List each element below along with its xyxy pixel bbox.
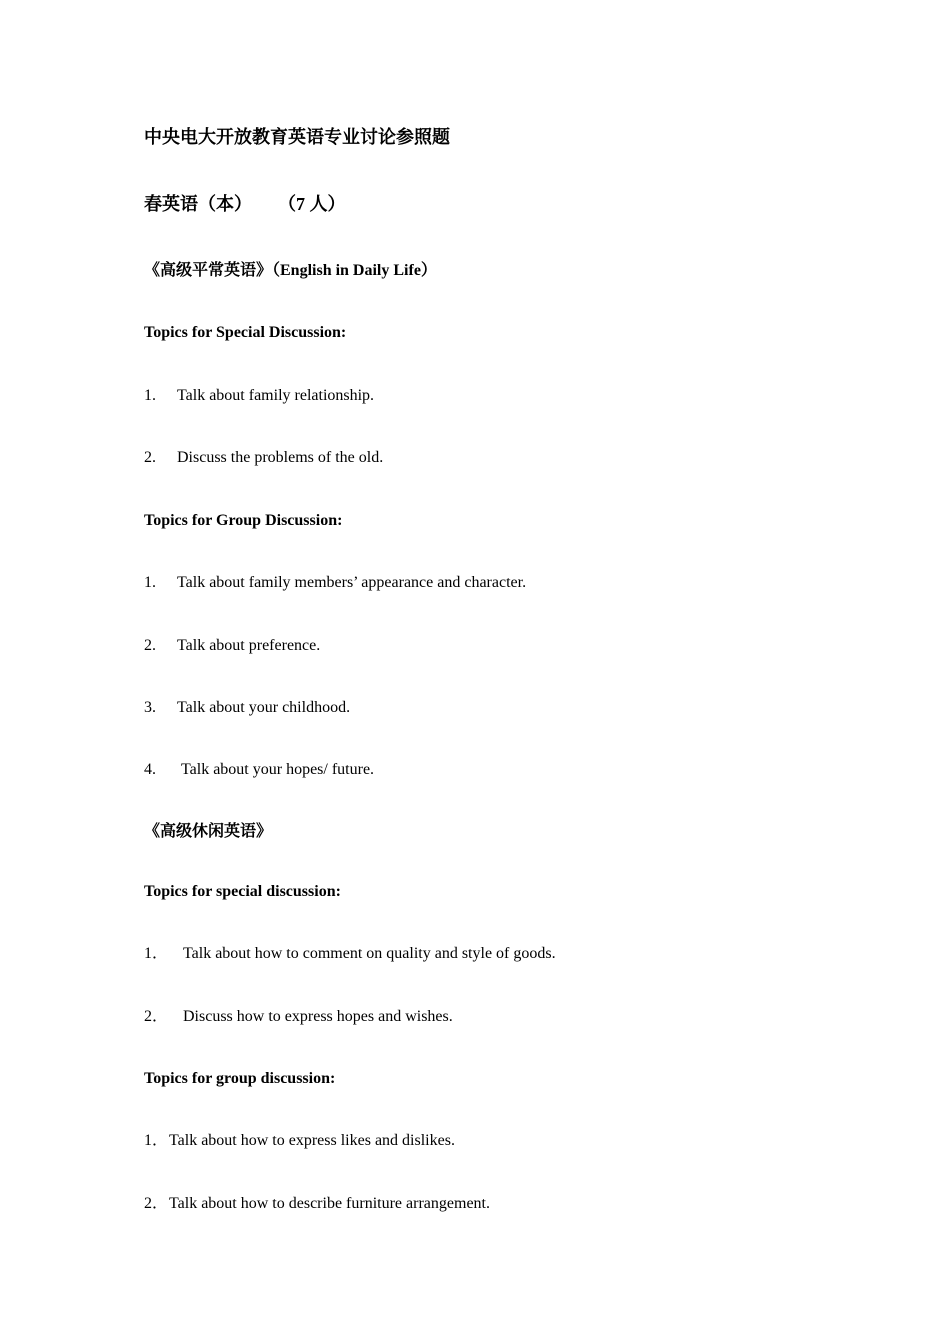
- section1-heading: 《高级平常英语》（English in Daily Life）: [144, 262, 437, 279]
- list-item-text: Talk about how to comment on quality and style of goods.: [183, 945, 556, 962]
- section2-group-heading: Topics for group discussion:: [144, 1070, 336, 1087]
- section2-heading: 《高级休闲英语》: [144, 823, 273, 840]
- list-item: [144, 1131, 455, 1151]
- list-item-text: Talk about how to express likes and dislikes.: [169, 1132, 455, 1149]
- list-item-text: Discuss how to express hopes and wishes.: [183, 1008, 453, 1025]
- list-item-number: 1.: [144, 387, 156, 404]
- participant-count: （7 人）: [278, 194, 346, 214]
- section1-special-heading: Topics for Special Discussion:: [144, 324, 347, 341]
- list-item-number: 1.: [144, 574, 156, 591]
- list-item: [144, 636, 320, 656]
- course-subtitle: [144, 193, 346, 215]
- list-item-number: 2．: [144, 1008, 169, 1025]
- list-item: [144, 1194, 490, 1214]
- list-item-text: Talk about family relationship.: [177, 387, 375, 404]
- list-item: [144, 698, 350, 718]
- list-item-number: 2.: [144, 449, 156, 466]
- list-item-number: 3.: [144, 699, 156, 716]
- list-item: [144, 944, 556, 964]
- list-item-text: Talk about family members’ appearance and character.: [177, 574, 527, 591]
- list-item: [144, 448, 383, 468]
- course-name: 春英语（本）: [144, 194, 252, 214]
- list-item-number: 2.: [144, 637, 156, 654]
- list-item-text: Talk about your hopes/ future.: [181, 761, 375, 778]
- list-item-number: 1．: [144, 945, 169, 962]
- list-item: [144, 1007, 453, 1027]
- list-item-number: 2．: [144, 1195, 169, 1212]
- list-item: [144, 386, 374, 406]
- list-item-text: Talk about how to describe furniture arrangement.: [169, 1195, 490, 1212]
- list-item-text: Talk about your childhood.: [177, 699, 351, 716]
- document-title: 中央电大开放教育英语专业讨论参照题: [144, 127, 450, 147]
- section2-special-heading: Topics for special discussion:: [144, 883, 341, 900]
- list-item-text: Discuss the problems of the old.: [177, 449, 384, 466]
- list-item-text: Talk about preference.: [177, 637, 321, 654]
- list-item: [144, 760, 374, 780]
- list-item: [144, 573, 526, 593]
- section1-group-heading: Topics for Group Discussion:: [144, 512, 343, 529]
- list-item-number: 4.: [144, 761, 156, 778]
- list-item-number: 1．: [144, 1132, 169, 1149]
